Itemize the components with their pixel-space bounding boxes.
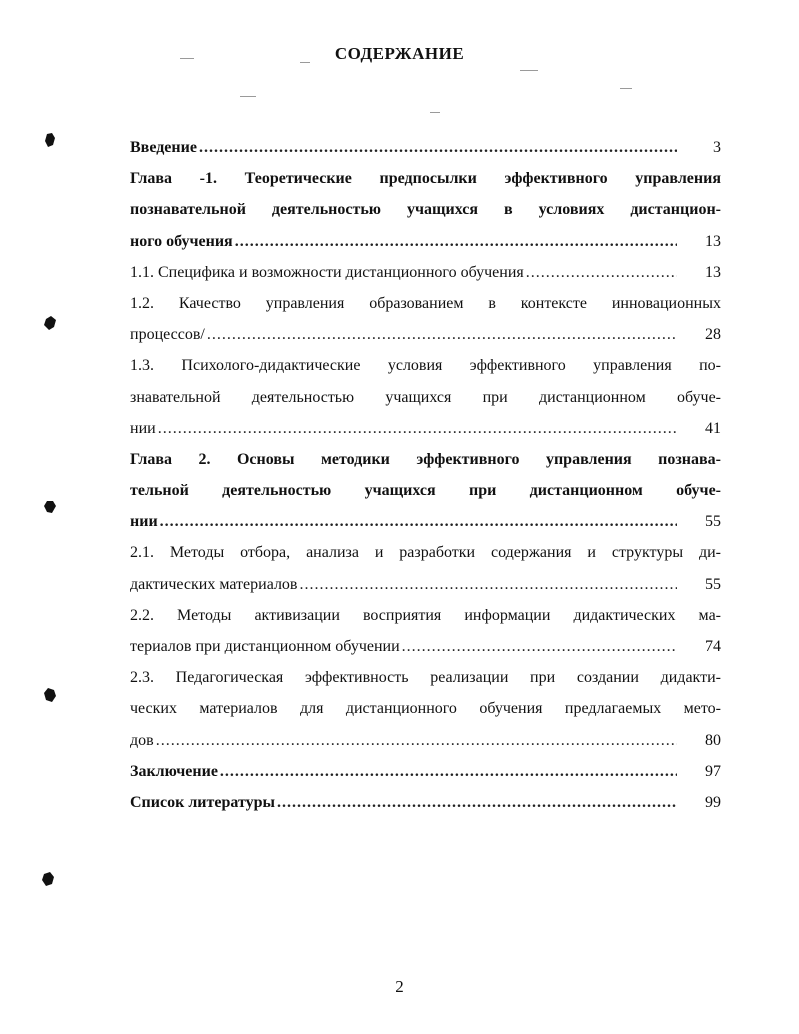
scan-blot: [44, 688, 56, 702]
toc-entry-text: 2.2. Методы активизации восприятия информации дидактических ма-: [130, 606, 721, 624]
scan-blot: [44, 316, 56, 330]
toc-entry-text: дов: [130, 731, 154, 749]
dot-leader: [299, 569, 677, 600]
toc-line: [130, 132, 721, 163]
toc-line: [130, 319, 721, 350]
scan-speck: [240, 96, 256, 97]
dot-leader: [207, 319, 677, 350]
toc-entry: [130, 163, 721, 257]
scan-speck: [430, 112, 440, 113]
toc-entry-text: 2.3. Педагогическая эффективность реализации при создании дидакти-: [130, 669, 721, 687]
dot-leader: [156, 725, 677, 756]
toc-line: [130, 631, 721, 662]
toc-entry-text: 1.1. Специфика и возможности дистанционного обучения: [130, 263, 524, 281]
toc-entry-text: нии: [130, 513, 158, 531]
toc-entry-text: 1.3. Психолого-дидактические условия эффективного управления по-: [130, 357, 721, 375]
toc-entry-text: ного обучения: [130, 232, 233, 250]
toc-line: [130, 163, 721, 194]
dot-leader: [235, 226, 677, 257]
toc-page-number: 28: [705, 326, 721, 344]
scan-speck: [300, 62, 310, 63]
dot-leader: [199, 132, 677, 163]
toc-line: [130, 350, 721, 381]
toc-line: [130, 475, 721, 506]
toc-entry-text: Глава -1. Теоретические предпосылки эффективного управления: [130, 170, 721, 188]
toc-entry-text: процессов/: [130, 326, 205, 344]
toc-line: [130, 569, 721, 600]
toc-line: [130, 194, 721, 225]
dot-leader: [526, 257, 677, 288]
toc-line: [130, 257, 721, 288]
toc-page-number: 13: [705, 232, 721, 250]
toc-entry: [130, 600, 721, 662]
dot-leader: [220, 756, 677, 787]
toc-entry-text: ческих материалов для дистанционного обучения предлагаемых мето-: [130, 700, 721, 718]
toc-entry: [130, 537, 721, 599]
toc-entry-text: 1.2. Качество управления образованием в контексте инновационных: [130, 294, 721, 312]
scan-speck: [520, 70, 538, 71]
dot-leader: [160, 506, 677, 537]
scan-speck: [620, 88, 632, 89]
toc-line: [130, 382, 721, 413]
toc-entry: [130, 756, 721, 787]
page-title: СОДЕРЖАНИЕ: [334, 44, 465, 63]
toc-line: [130, 506, 721, 537]
toc-entry-text: Заключение: [130, 762, 218, 780]
toc-line: [130, 787, 721, 818]
toc-line: [130, 693, 721, 724]
toc-line: [130, 756, 721, 787]
toc-entry: [130, 257, 721, 288]
scan-speck: [180, 58, 194, 59]
toc-entry: [130, 662, 721, 756]
toc-line: [130, 226, 721, 257]
dot-leader: [402, 631, 677, 662]
toc-page-number: 74: [705, 638, 721, 655]
toc-entry: [130, 444, 721, 538]
scan-blot: [44, 500, 56, 514]
toc-line: [130, 444, 721, 475]
toc-entry-text: нии: [130, 419, 156, 437]
toc-line: [130, 600, 721, 631]
toc-line: [130, 288, 721, 319]
scan-blot: [42, 872, 54, 886]
toc-entry-text: 2.1. Методы отбора, анализа и разработки содержания и структуры ди-: [130, 544, 721, 562]
toc-line: [130, 662, 721, 693]
toc-line: [130, 413, 721, 444]
toc-entry: [130, 288, 721, 350]
toc-page-number: 55: [705, 575, 721, 593]
toc-entry-text: Список литературы: [130, 793, 275, 811]
toc-entry-text: знавательной деятельностью учащихся при дистанционном обуче-: [130, 388, 721, 406]
toc-page-number: 3: [713, 139, 721, 156]
toc-entry-text: тельной деятельностью учащихся при дистанционном обуче-: [130, 482, 721, 500]
toc-entry-text: дактических материалов: [130, 575, 298, 593]
table-of-contents: [130, 132, 721, 818]
page-number: 2: [395, 977, 404, 996]
toc-page-number: 13: [705, 263, 721, 281]
toc-line: [130, 537, 721, 568]
toc-entry-text: териалов при дистанционном обучении: [130, 638, 400, 655]
toc-entry: [130, 132, 721, 163]
toc-line: [130, 725, 721, 756]
toc-page-number: 99: [705, 793, 721, 811]
toc-page-number: 41: [705, 419, 721, 437]
dot-leader: [277, 787, 677, 818]
toc-entry-text: Введение: [130, 139, 197, 156]
toc-entry: [130, 350, 721, 444]
toc-entry-text: познавательной деятельностью учащихся в условиях дистанцион-: [130, 201, 721, 219]
scan-blot: [44, 133, 56, 147]
dot-leader: [158, 413, 677, 444]
toc-page-number: 80: [705, 731, 721, 749]
toc-page-number: 97: [705, 762, 721, 780]
toc-page-number: 55: [705, 513, 721, 531]
toc-entry-text: Глава 2. Основы методики эффективного управления познава-: [130, 450, 721, 468]
toc-entry: [130, 787, 721, 818]
